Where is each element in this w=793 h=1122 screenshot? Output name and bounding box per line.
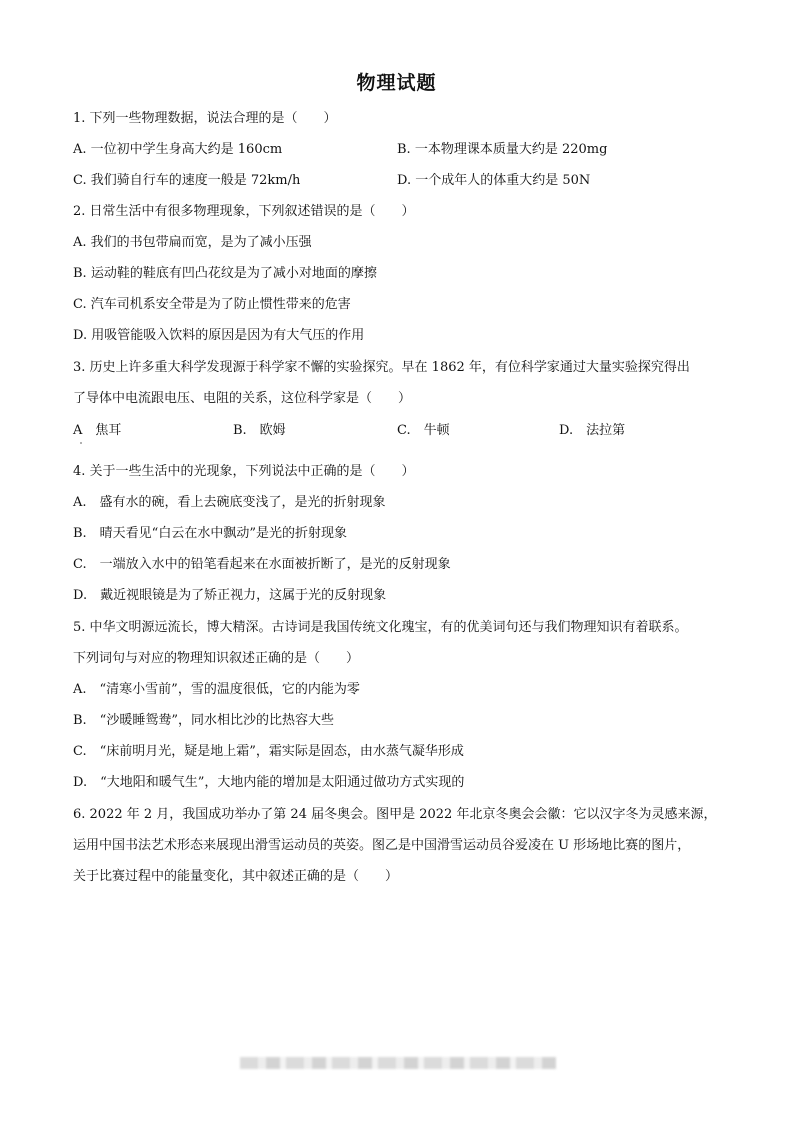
question-6-stem-line-1: 6. 2022 年 2 月，我国成功举办了第 24 届冬奥会。图甲是 2022 年北京冬奥会会徽：它以汉字冬为灵感来源， — [73, 807, 717, 822]
question-1-option-a: A. 一位初中学生身高大约是 160cm — [73, 142, 283, 157]
question-1-option-c: C. 我们骑自行车的速度一般是 72km/h — [73, 173, 301, 188]
question-3-options-row — [73, 422, 733, 440]
question-4-option-c: C. 一端放入水中的铅笔看起来在水面被折断了，是光的反射现象 — [73, 557, 451, 572]
question-4-option-a: A. 盛有水的碗，看上去碗底变浅了，是光的折射现象 — [73, 495, 386, 510]
question-1-stem: 1. 下列一些物理数据，说法合理的是（ ） — [73, 111, 337, 126]
question-2-stem: 2. 日常生活中有很多物理现象，下列叙述错误的是（ ） — [73, 204, 415, 219]
question-3-option-d: D. 法拉第 — [559, 423, 626, 438]
question-2-option-a: A. 我们的书包带扁而宽，是为了减小压强 — [73, 235, 312, 250]
question-3-stem-line-2: 了导体中电流跟电压、电阻的关系，这位科学家是（ ） — [73, 391, 412, 406]
question-3-option-b: B. 欧姆 — [233, 423, 286, 438]
scan-speck — [80, 442, 82, 444]
question-2-option-b: B. 运动鞋的鞋底有凹凸花纹是为了减小对地面的摩擦 — [73, 266, 377, 281]
question-5-option-a: A. “清寒小雪前”，雪的温度很低，它的内能为零 — [73, 682, 360, 697]
question-2-option-d: D. 用吸管能吸入饮料的原因是因为有大气压的作用 — [73, 328, 365, 343]
question-1-option-d: D. 一个成年人的体重大约是 50N — [397, 173, 591, 188]
question-3-option-c: C. 牛顿 — [397, 423, 450, 438]
question-4-stem: 4. 关于一些生活中的光现象，下列说法中正确的是（ ） — [73, 464, 415, 479]
question-1-option-b: B. 一本物理课本质量大约是 220mg — [397, 142, 608, 157]
page-title: 物理试题 — [356, 72, 437, 94]
question-5-option-d: D. “大地阳和暖气生”，大地内能的增加是太阳通过做功方式实现的 — [73, 775, 465, 790]
question-6-stem-line-2: 运用中国书法艺术形态来展现出滑雪运动员的英姿。图乙是中国滑雪运动员谷爱凌在 U 形场地比赛的图片， — [73, 838, 691, 853]
question-5-option-b: B. “沙暖睡鸳鸯”，同水相比沙的比热容大些 — [73, 713, 334, 728]
question-3-option-a: A 焦耳 — [73, 423, 122, 438]
blurred-watermark — [240, 1057, 556, 1069]
question-4-option-b: B. 晴天看见“白云在水中飘动”是光的折射现象 — [73, 526, 347, 541]
question-5-stem-line-1: 5. 中华文明源远流长，博大精深。古诗词是我国传统文化瑰宝，有的优美词句还与我们物理知识有着联系。 — [73, 620, 688, 635]
question-1-options-row-1 — [73, 141, 733, 159]
question-2-option-c: C. 汽车司机系安全带是为了防止惯性带来的危害 — [73, 297, 351, 312]
question-5-option-c: C. “床前明月光，疑是地上霜”，霜实际是固态，由水蒸气凝华形成 — [73, 744, 464, 759]
question-6-stem-line-3: 关于比赛过程中的能量变化，其中叙述正确的是（ ） — [73, 869, 399, 884]
question-5-stem-line-2: 下列词句与对应的物理知识叙述正确的是（ ） — [73, 651, 360, 666]
question-3-stem-line-1: 3. 历史上许多重大科学发现源于科学家不懈的实验探究。早在 1862 年，有位科学家通过大量实验探究得出 — [73, 360, 690, 375]
question-1-options-row-2 — [73, 172, 733, 190]
question-4-option-d: D. 戴近视眼镜是为了矫正视力，这属于光的反射现象 — [73, 588, 387, 603]
